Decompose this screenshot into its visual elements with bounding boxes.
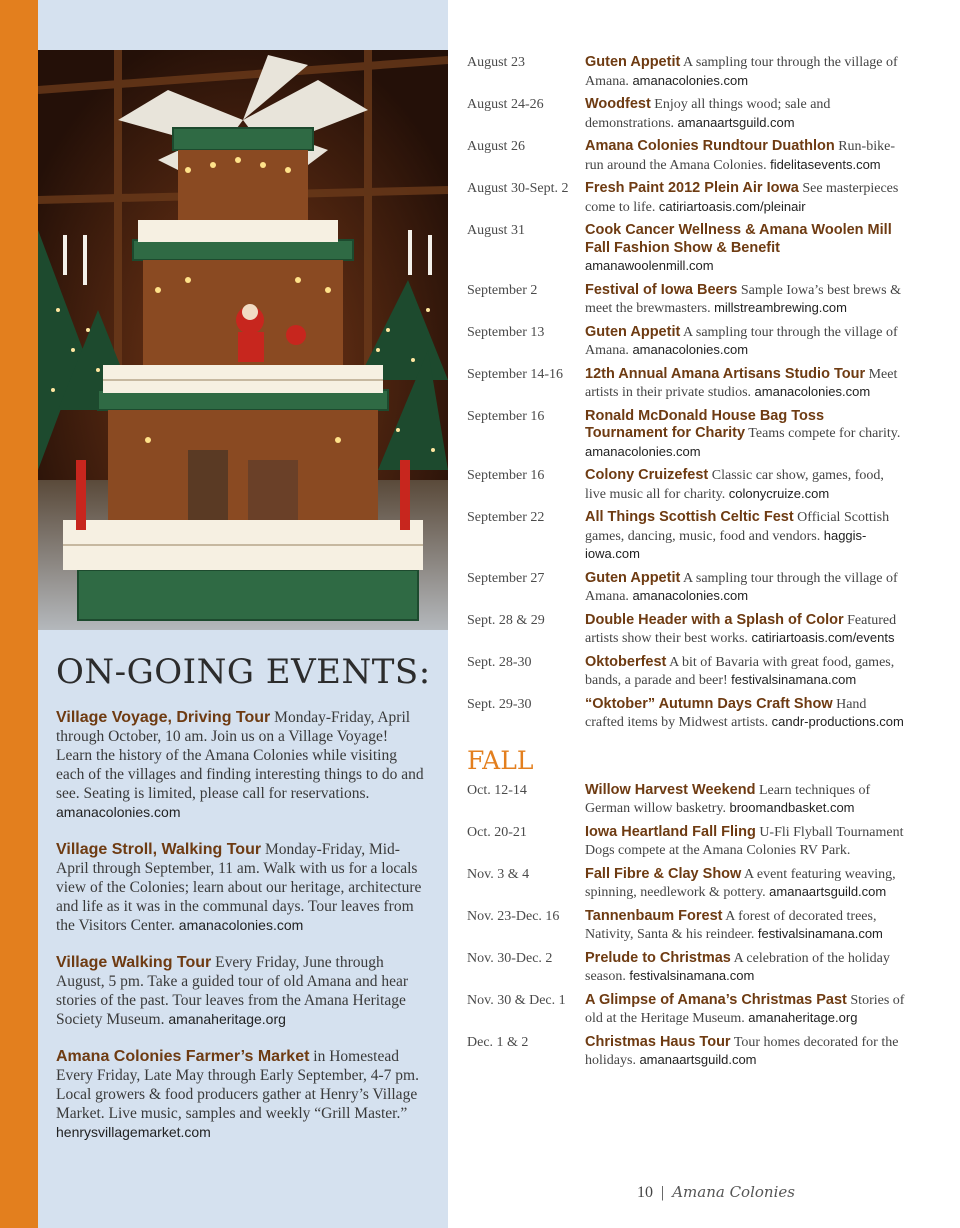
event-row bbox=[467, 324, 907, 360]
event-row bbox=[467, 222, 907, 276]
event-title: Christmas Haus Tour bbox=[585, 1033, 731, 1050]
event-description: Enjoy all things wood; sale and demonstrations. bbox=[585, 97, 831, 131]
event-date: September 13 bbox=[467, 324, 545, 340]
event-title: 12th Annual Amana Artisans Studio Tour bbox=[585, 365, 866, 382]
event-row bbox=[467, 908, 907, 944]
event-title: Ronald McDonald House Bag Toss Tournament for Charity bbox=[585, 407, 825, 441]
event-title: Fall Fibre & Clay Show bbox=[585, 865, 742, 882]
event-row bbox=[467, 138, 907, 174]
ongoing-event-url[interactable]: amanaheritage.org bbox=[168, 1011, 286, 1027]
event-title: Oktoberfest bbox=[585, 653, 667, 670]
event-row bbox=[467, 1034, 907, 1070]
event-title: Willow Harvest Weekend bbox=[585, 781, 756, 798]
ongoing-event-title: Village Voyage, Driving Tour bbox=[56, 709, 271, 726]
event-url[interactable]: festivalsinamana.com bbox=[731, 672, 857, 687]
event-details bbox=[585, 54, 907, 90]
event-title: “Oktober” Autumn Days Craft Show bbox=[585, 695, 833, 712]
event-row bbox=[467, 366, 907, 402]
event-title: Colony Cruizefest bbox=[585, 467, 709, 483]
event-details bbox=[585, 408, 907, 462]
event-row bbox=[467, 696, 907, 732]
event-description: See masterpieces come to life. bbox=[585, 181, 899, 215]
event-date: August 30-Sept. 2 bbox=[467, 181, 569, 196]
event-title: Guten Appetit bbox=[585, 54, 681, 70]
event-date: September 16 bbox=[467, 408, 545, 424]
event-title: All Things Scottish Celtic Fest bbox=[585, 509, 794, 525]
event-details bbox=[585, 950, 907, 986]
event-description: Meet artists in their private studios. bbox=[585, 366, 898, 400]
event-url[interactable]: festivalsinamana.com bbox=[629, 968, 755, 983]
event-description: Teams compete for charity. bbox=[745, 426, 901, 441]
event-url[interactable]: amanacolonies.com bbox=[632, 588, 749, 603]
event-date: September 2 bbox=[467, 282, 538, 298]
event-details bbox=[585, 509, 907, 564]
event-description: A sampling tour through the village of Amana. bbox=[585, 570, 898, 604]
event-title: Guten Appetit bbox=[585, 569, 681, 586]
event-date: Nov. 30 & Dec. 1 bbox=[467, 992, 566, 1008]
event-row bbox=[467, 96, 907, 132]
event-url[interactable]: fidelitasevents.com bbox=[770, 156, 881, 172]
event-date: Sept. 29-30 bbox=[467, 696, 532, 712]
event-details bbox=[585, 612, 907, 648]
event-description: Official Scottish games, dancing, music, food and vendors. bbox=[585, 510, 890, 544]
event-details bbox=[585, 96, 907, 132]
event-row bbox=[467, 866, 907, 902]
event-title: Festival of Iowa Beers bbox=[585, 281, 738, 298]
event-date: August 24-26 bbox=[467, 97, 544, 112]
event-url[interactable]: broomandbasket.com bbox=[729, 800, 855, 815]
event-url[interactable]: candr-productions.com bbox=[771, 714, 904, 729]
ongoing-event-title: Village Walking Tour bbox=[56, 954, 212, 971]
ongoing-event-text: Monday-Friday, Mid-April through September, 11 am. Walk with us for a locals view of the Colonies; learn about our heritage, architecture and life as it was in the communal days. Tour leaves from the Visitors Center. bbox=[56, 841, 422, 934]
event-row bbox=[467, 824, 907, 860]
event-row bbox=[467, 782, 907, 818]
event-description: A celebration of the holiday season. bbox=[585, 950, 890, 984]
event-title: A Glimpse of Amana’s Christmas Past bbox=[585, 991, 847, 1008]
event-date: Nov. 30-Dec. 2 bbox=[467, 950, 553, 966]
event-title: Double Header with a Splash of Color bbox=[585, 611, 844, 628]
event-details bbox=[585, 138, 907, 174]
ongoing-event-item bbox=[56, 1047, 428, 1142]
event-description: A bit of Bavaria with great food, games, bands, a parade and beer! bbox=[585, 654, 895, 688]
event-details bbox=[585, 1034, 907, 1070]
event-details bbox=[585, 992, 907, 1028]
event-description: Learn techniques of German willow basketry. bbox=[585, 782, 871, 816]
event-url[interactable]: amanaartsguild.com bbox=[769, 884, 887, 899]
event-date: August 31 bbox=[467, 223, 525, 238]
event-url[interactable]: amanacolonies.com bbox=[632, 342, 749, 357]
event-description: Run-bike-run around the Amana Colonies. bbox=[585, 139, 895, 173]
event-details bbox=[585, 654, 907, 690]
ongoing-event-text: in Homestead Every Friday, Late May through Early September, 4-7 pm. Local growers & food producers gather at Henry’s Village Market. Live music, samples and weekly “Grill Master.” bbox=[56, 1048, 419, 1122]
event-description: A event featuring weaving, spinning, needlework & pottery. bbox=[585, 866, 896, 900]
event-date: Oct. 12-14 bbox=[467, 782, 527, 798]
ongoing-event-item bbox=[56, 953, 428, 1029]
event-row bbox=[467, 654, 907, 690]
ongoing-event-item bbox=[56, 840, 428, 935]
event-date: Sept. 28-30 bbox=[467, 654, 532, 670]
event-date: Sept. 28 & 29 bbox=[467, 612, 545, 628]
event-date: September 27 bbox=[467, 570, 545, 586]
event-row bbox=[467, 282, 907, 318]
ongoing-event-title: Village Stroll, Walking Tour bbox=[56, 841, 262, 858]
event-url[interactable]: festivalsinamana.com bbox=[757, 926, 883, 941]
event-row bbox=[467, 408, 907, 462]
event-url[interactable]: haggis-iowa.com bbox=[585, 527, 867, 561]
event-description: A sampling tour through the village of Amana. bbox=[585, 55, 898, 89]
event-date: Oct. 20-21 bbox=[467, 824, 527, 840]
event-details bbox=[585, 824, 907, 860]
event-url[interactable]: amanacolonies.com bbox=[585, 443, 701, 459]
event-row bbox=[467, 180, 907, 216]
event-url[interactable]: colonycruize.com bbox=[728, 485, 830, 501]
event-details bbox=[585, 282, 907, 318]
event-title: Fresh Paint 2012 Plein Air Iowa bbox=[585, 180, 799, 196]
event-row bbox=[467, 992, 907, 1028]
event-title: Guten Appetit bbox=[585, 323, 681, 340]
event-url[interactable]: amanacolonies.com bbox=[754, 384, 871, 399]
ongoing-event-title: Amana Colonies Farmer’s Market bbox=[56, 1048, 310, 1065]
event-description: U-Fli Flyball Tournament Dogs compete at the Amana Colonies RV Park. bbox=[585, 824, 904, 858]
event-date: September 22 bbox=[467, 510, 545, 525]
event-url[interactable]: amanaartsguild.com bbox=[677, 114, 795, 130]
event-date: September 14-16 bbox=[467, 366, 564, 382]
event-date: Dec. 1 & 2 bbox=[467, 1034, 529, 1050]
event-title: Iowa Heartland Fall Fling bbox=[585, 823, 756, 840]
ongoing-events-list bbox=[56, 708, 428, 1160]
event-details bbox=[585, 222, 907, 276]
event-details bbox=[585, 180, 907, 216]
event-url[interactable]: amanaartsguild.com bbox=[639, 1052, 757, 1067]
event-description: Sample Iowa’s best brews & meet the brewmasters. bbox=[585, 282, 902, 316]
event-url[interactable]: catiriartoasis.com/pleinair bbox=[658, 198, 806, 214]
event-description: Classic car show, games, food, live music all for charity. bbox=[585, 468, 884, 502]
event-row bbox=[467, 612, 907, 648]
event-title: Prelude to Christmas bbox=[585, 949, 731, 966]
event-description: Featured artists show their best works. bbox=[585, 612, 897, 646]
page-footer bbox=[637, 1183, 795, 1202]
page-number: 10 bbox=[637, 1184, 653, 1201]
event-details bbox=[585, 324, 907, 360]
event-date: Nov. 3 & 4 bbox=[467, 866, 530, 882]
ongoing-event-url[interactable]: amanacolonies.com bbox=[178, 917, 304, 933]
event-details bbox=[585, 696, 907, 732]
event-date: September 16 bbox=[467, 468, 545, 483]
event-description: Tour homes decorated for the holidays. bbox=[585, 1034, 899, 1068]
event-date: August 23 bbox=[467, 55, 525, 70]
christmas-pyramid-photo bbox=[38, 50, 448, 630]
footer-separator: | bbox=[661, 1184, 665, 1201]
event-date: August 26 bbox=[467, 139, 525, 154]
event-url[interactable]: amanawoolenmill.com bbox=[585, 258, 714, 273]
events-calendar bbox=[467, 54, 907, 1076]
event-details bbox=[585, 782, 907, 818]
event-url[interactable]: amanaheritage.org bbox=[748, 1010, 858, 1025]
event-title: Cook Cancer Wellness & Amana Woolen Mill Fall Fashion Show & Benefit bbox=[585, 222, 892, 256]
ongoing-event-item bbox=[56, 708, 428, 822]
event-details bbox=[585, 570, 907, 606]
ongoing-event-text: Monday-Friday, April through October, 10 am. Join us on a Village Voyage! Learn the history of the Amana Colonies while visiting each of the villages and finding interesting things to do and see. Seating is limited, please call for reservations. bbox=[56, 709, 424, 802]
event-description: Stories of old at the Heritage Museum. bbox=[585, 992, 905, 1026]
event-details bbox=[585, 366, 907, 402]
ongoing-event-text: Every Friday, June through August, 5 pm. Take a guided tour of old Amana and hear stories of the past. Tour leaves from the Amana Heritage Society Museum. bbox=[56, 954, 409, 1028]
event-title: Tannenbaum Forest bbox=[585, 907, 723, 924]
ongoing-event-url[interactable]: henrysvillagemarket.com bbox=[56, 1124, 211, 1140]
event-url[interactable]: catiriartoasis.com/events bbox=[751, 630, 895, 645]
event-title: Woodfest bbox=[585, 96, 651, 112]
event-url[interactable]: millstreambrewing.com bbox=[714, 300, 847, 315]
event-details bbox=[585, 908, 907, 944]
event-details bbox=[585, 866, 907, 902]
event-description: Hand crafted items by Midwest artists. bbox=[585, 696, 867, 730]
orange-margin-bar bbox=[0, 0, 38, 1228]
event-row bbox=[467, 467, 907, 503]
event-date: Nov. 23-Dec. 16 bbox=[467, 908, 560, 924]
ongoing-events-heading: ON-GOING EVENTS: bbox=[56, 652, 431, 692]
event-details bbox=[585, 467, 907, 503]
footer-brand: Amana Colonies bbox=[672, 1183, 795, 1201]
event-row bbox=[467, 570, 907, 606]
event-url[interactable]: amanacolonies.com bbox=[632, 72, 749, 88]
event-row bbox=[467, 54, 907, 90]
event-row bbox=[467, 950, 907, 986]
event-description: A forest of decorated trees, Nativity, Santa & his reindeer. bbox=[585, 908, 877, 942]
fall-section-heading: FALL bbox=[467, 745, 534, 775]
ongoing-event-url[interactable]: amanacolonies.com bbox=[56, 804, 181, 820]
event-title: Amana Colonies Rundtour Duathlon bbox=[585, 138, 835, 154]
event-row bbox=[467, 509, 907, 564]
event-description: A sampling tour through the village of Amana. bbox=[585, 324, 898, 358]
